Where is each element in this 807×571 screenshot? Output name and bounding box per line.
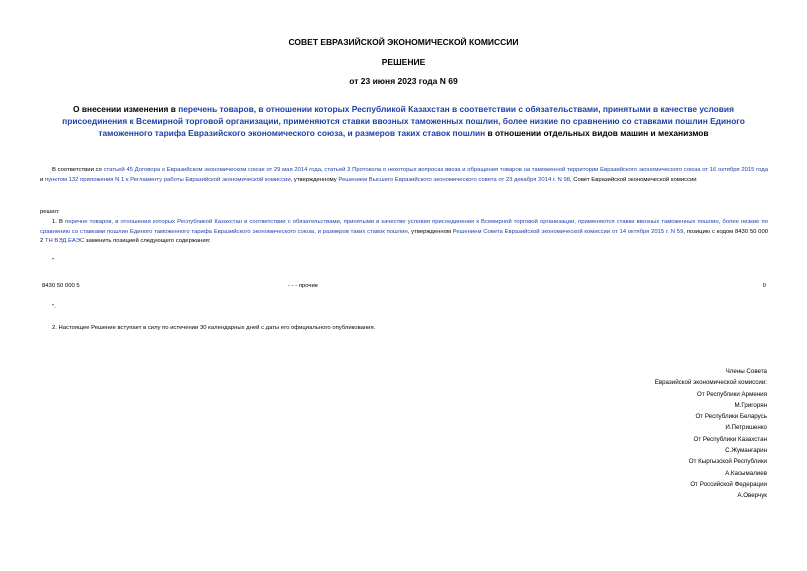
item1-text-3: , позицию с кодом 8430 50 000 2 [40,228,768,245]
signature-line: А.Оверчук [737,492,767,500]
signature-line: Члены Совета [725,368,767,375]
signature-line: М.Григорян [734,401,767,409]
item1-text-4: заменить позицией следующего содержания: [84,238,211,245]
item1-link-tnved[interactable]: ТН ВЭД ЕАЭС [44,238,85,245]
item1-link-list[interactable]: перечне товаров, в отношении которых Республикой Казахстан в соответствии с обязательствами, принятыми в качестве условия присоединения к Всемирной торговой организации, применяются ставки ввозных таможенных пошлин, более низкие по сравнению со ставками пошлин Единого таможенного тарифа Евразийского экономического союза, и размеров таких ставок пошлин [40,219,769,235]
title-link[interactable]: перечень товаров, в отношении которых Республикой Казахстан в соответствии с обязательствами, принятыми в качестве условия присоединения к Всемирной торговой организации, применяются ставки ввозных таможенных пошлин, более низкие по сравнению со ставками пошлин Единого таможенного тарифа Евразийского экономического союза, и размеров таких ставок пошлин [62,104,745,138]
signature-line: От Республики Армения [697,390,767,398]
table-row [40,283,768,293]
preamble-text-4: , утвержденному [290,176,339,183]
quote-close: ". [52,304,56,310]
item1-link-decision[interactable]: Решением Совета Евразийской экономической комиссии от 14 октября 2015 г. N 59 [452,228,684,235]
item1-text-1: 1. В [52,219,66,225]
signature-line: Евразийской экономической комиссии: [654,379,767,387]
preamble-link-treaty[interactable]: статьей 45 Договора о Евразийском экономическом союзе от 29 мая 2014 года [103,167,322,173]
resolved-label: решил: [40,209,60,215]
org-heading: СОВЕТ ЕВРАЗИЙСКОЙ ЭКОНОМИЧЕСКОЙ КОМИССИИ [288,37,519,47]
preamble-link-decision[interactable]: Решением Высшего Евразийского экономического совета от 23 декабря 2014 г. N 98 [338,176,571,183]
table-cell-description: - - - прочие [288,283,319,289]
preamble-link-regulation[interactable]: пунктом 132 приложения N 1 к Регламенту работы Евразийской экономической комиссии [44,176,291,183]
signature-line: И.Петришенко [725,424,767,432]
date-line: от 23 июня 2023 года N 69 [349,76,458,86]
item-2-paragraph: 2. Настоящее Решение вступает в силу по истечении 30 календарных дней с даты его официального опубликования. [52,325,376,331]
table-cell-code: 8430 50 000 5 [42,283,80,289]
item1-text-2: , утвержденном [407,228,453,235]
preamble-text-1: В соответствии со [52,167,104,173]
preamble-paragraph [40,166,768,185]
preamble-text-2: , [321,167,325,173]
preamble-link-protocol[interactable]: статьей 3 Протокола о некоторых вопросах ввоза и обращения товаров на таможенной территории Евразийского экономического союза от 16 октября 2015 года [324,167,769,173]
signature-line: А.Касымалиев [725,469,767,477]
item-1-paragraph [40,218,768,247]
preamble-text-5: , Совет Евразийской экономической комиссии [570,176,697,183]
signature-line: От Кыргызской Республики [688,458,767,466]
doc-type-heading: РЕШЕНИЕ [381,57,426,67]
title-text-2: в отношении отдельных видов машин и механизмов [485,128,709,138]
title-text-1: О внесении изменения в [73,104,179,114]
signature-line: От Российской Федерации [690,480,767,488]
signature-line: С.Жумангарин [725,447,767,455]
preamble-text-3: и [40,176,45,183]
document-title [40,103,767,139]
signature-line: От Республики Беларусь [695,413,767,421]
table-cell-rate: 0 [762,283,766,289]
signatures-block [655,366,767,502]
signature-line: От Республики Казахстан [693,435,767,443]
quote-open: " [52,258,55,264]
